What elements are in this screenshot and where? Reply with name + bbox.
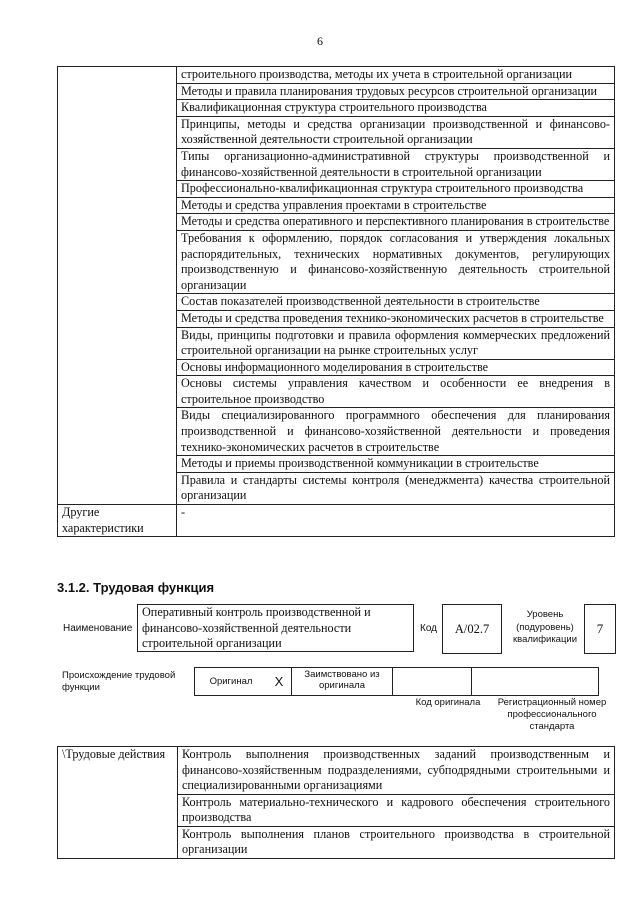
labor-action-row (58, 747, 615, 795)
page-number: 6 (317, 34, 323, 48)
requirement-item: Типы организационно-административной структуры производственной и финансово-хозяйственной деятельности в строительной организации (177, 148, 615, 180)
requirement-item: Методы и средства проведения технико-экономических расчетов в строительстве (177, 310, 615, 327)
labor-actions-label: \Трудовые действия (58, 747, 178, 859)
origin-label: Происхождение трудовой функции (62, 670, 176, 693)
requirement-item: Методы и правила планирования трудовых ресурсов строительной организации (177, 83, 615, 100)
labor-action-item: Контроль выполнения производственных заданий производственным и финансово-хозяйственным подразделениями, субподрядными строительными и специализированными организациями (178, 747, 615, 795)
requirement-item: Правила и стандарты системы контроля (менеджмента) качества строительной организации (177, 472, 615, 504)
labor-action-item: Контроль материально-технического и кадрового обеспечения строительного производства (178, 794, 615, 826)
requirement-item: Требования к оформлению, порядок согласования и утверждения локальных распорядительных, технических нормативных документов, регулирующих производственную и финансово-хозяйственную деятельность строительной организации (177, 230, 615, 293)
requirement-item: Профессионально-квалификационная структура строительного производства (177, 181, 615, 198)
requirement-item: Состав показателей производственной деятельности в строительстве (177, 294, 615, 311)
other-characteristics-label: Другие характеристики (58, 505, 177, 537)
requirements-table (57, 66, 615, 537)
qualification-level-label: Уровень (подуровень) квалификации (512, 609, 578, 645)
original-label: Оригинал (195, 668, 268, 696)
original-mark: X (267, 668, 292, 696)
requirement-item: Основы информационного моделирования в строительстве (177, 359, 615, 376)
requirement-item: Методы и приемы производственной коммуникации в строительстве (177, 456, 615, 473)
registration-number-cell (472, 668, 599, 696)
requirements-label-cell (58, 67, 177, 505)
function-code-value: A/02.7 (442, 604, 502, 654)
requirement-item: Методы и средства управления проектами в строительстве (177, 197, 615, 214)
requirement-item: строительного производства, методы их учета в строительной организации (177, 67, 615, 84)
original-code-caption: Код оригинала (415, 697, 481, 708)
registration-number-caption: Регистрационный номер профессионального стандарта (497, 697, 607, 732)
labor-action-item: Контроль выполнения планов строительного производства в строительной организации (178, 826, 615, 858)
requirement-item: Виды, принципы подготовки и правила оформления коммерческих предложений строительной организации на рынке строительных услуг (177, 327, 615, 359)
requirement-item: Методы и средства оперативного и перспективного планирования в строительстве (177, 214, 615, 231)
requirement-item: Квалификационная структура строительного производства (177, 100, 615, 117)
requirement-item: Основы системы управления качеством и особенности ее внедрения в строительное производство (177, 376, 615, 408)
requirement-item: Принципы, методы и средства организации производственной и финансово-хозяйственной деятельности строительной организации (177, 116, 615, 148)
qualification-level-value: 7 (584, 604, 616, 654)
original-code-cell (393, 668, 472, 696)
code-label: Код (420, 623, 438, 634)
requirement-item: Виды специализированного программного обеспечения для планирования производственной и финансово-хозяйственной деятельности и проведения технико-экономических расчетов в строительстве (177, 408, 615, 456)
other-characteristics-value: - (177, 505, 615, 537)
other-characteristics-row (58, 505, 615, 537)
borrowed-label: Заимствовано из оригинала (292, 668, 393, 696)
origin-table (194, 667, 599, 696)
name-label: Наименование (63, 623, 133, 634)
requirement-row (58, 67, 615, 84)
section-title: 3.1.2. Трудовая функция (57, 580, 215, 595)
labor-actions-table (57, 746, 615, 859)
function-name-value: Оперативный контроль производственной и финансово-хозяйственной деятельности строительной организации (137, 604, 414, 652)
